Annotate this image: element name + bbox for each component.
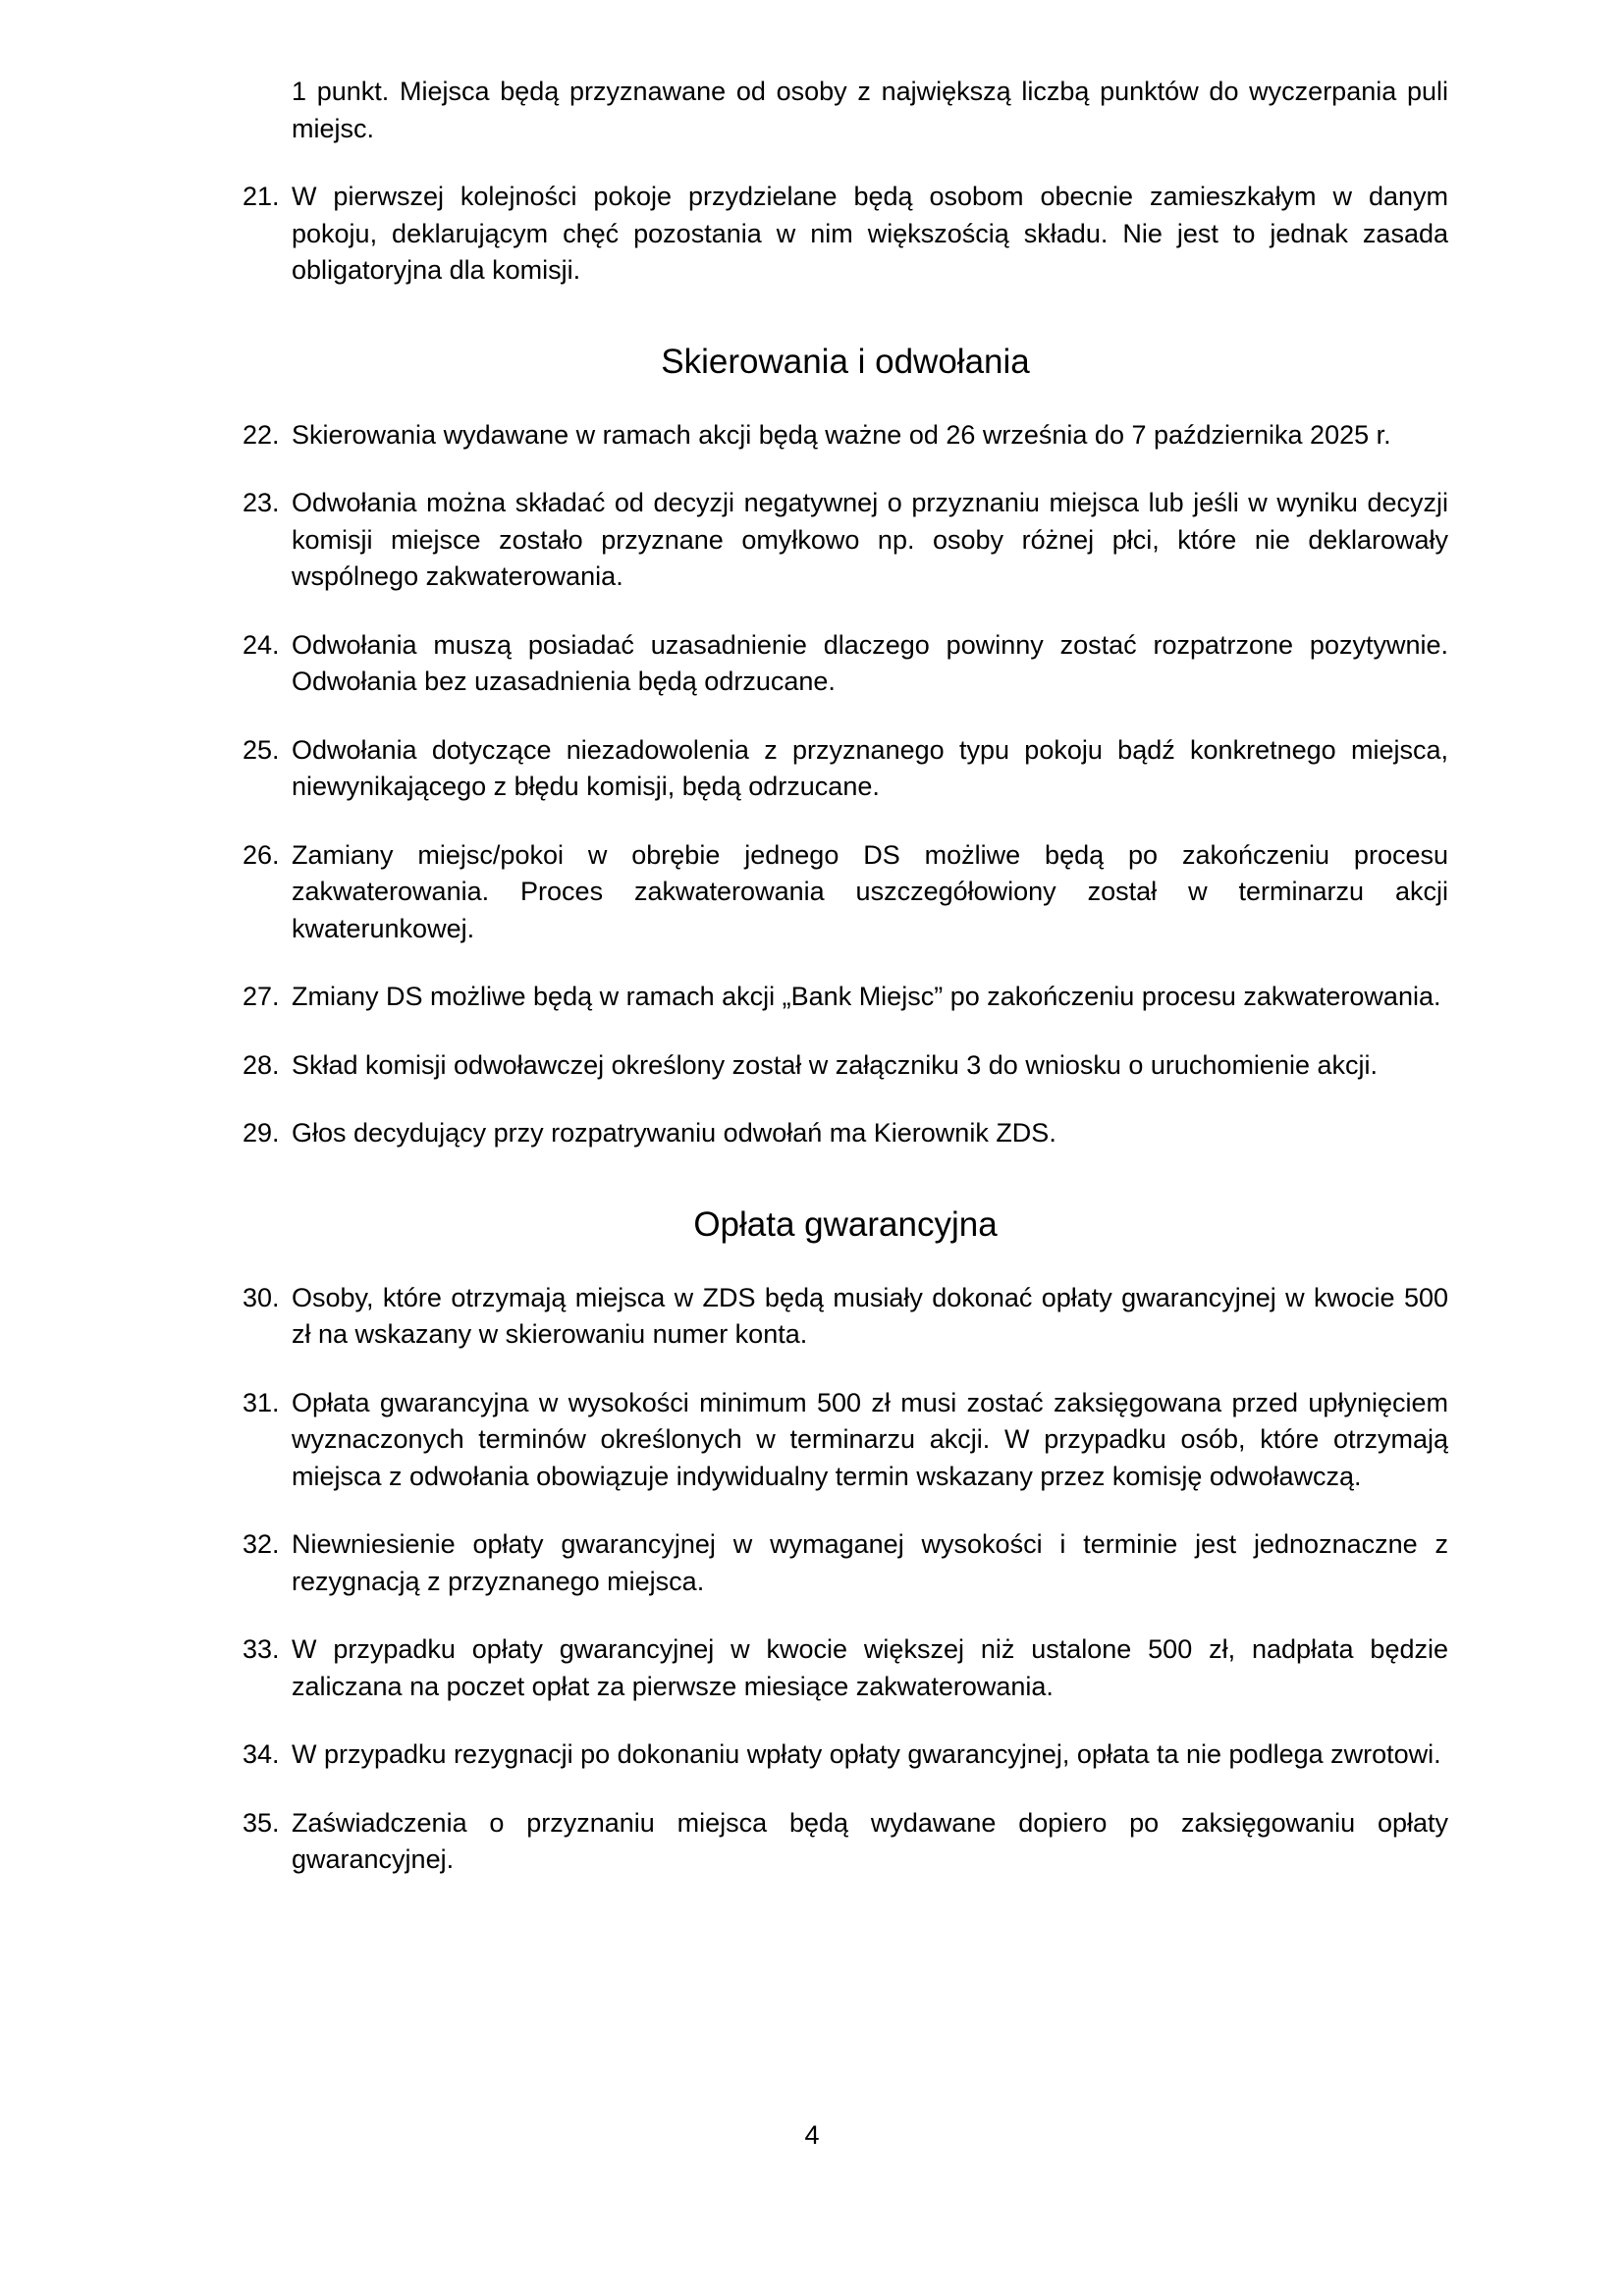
list-item: [243, 1526, 1448, 1600]
item-text: Zaświadczenia o przyznaniu miejsca będą wydawane dopiero po zaksięgowaniu opłaty gwarancyjnej.: [292, 1807, 1448, 1874]
item-text: W przypadku opłaty gwarancyjnej w kwocie większej niż ustalone 500 zł, nadpłata będzie zaliczana na poczet opłat za pierwsze miesiące zakwaterowania.: [292, 1634, 1448, 1701]
item-text: Zmiany DS możliwe będą w ramach akcji „Bank Miejsc” po zakończeniu procesu zakwaterowania.: [292, 982, 1441, 1011]
item-number: 29.: [243, 1118, 280, 1148]
list-item: [243, 837, 1448, 948]
list-item: [243, 485, 1448, 596]
item-text: Opłata gwarancyjna w wysokości minimum 500 zł musi zostać zaksięgowana przed upłynięciem wyznaczonych terminów określonych w terminarzu akcji. W przypadku osób, które otrzymają miejsca z odwołania obowiązuje indywidualny termin wskazany przez komisję odwoławczą.: [292, 1387, 1448, 1491]
item-text: Odwołania muszą posiadać uzasadnienie dlaczego powinny zostać rozpatrzone pozytywnie. Odwołania bez uzasadnienia będą odrzucane.: [292, 629, 1448, 696]
list-points-a: [243, 179, 1448, 290]
list-item: [243, 732, 1448, 806]
item-text: Skierowania wydawane w ramach akcji będą ważne od 26 września do 7 października 2025 r.: [292, 419, 1391, 450]
item-number: 24.: [243, 629, 280, 660]
page-number: 4: [804, 2120, 820, 2150]
list-item: [243, 1047, 1448, 1085]
item-text: W przypadku rezygnacji po dokonaniu wpłaty opłaty gwarancyjnej, opłata ta nie podlega zwrotowi.: [292, 1739, 1441, 1769]
item-number: 25.: [243, 734, 280, 765]
list-item: [243, 979, 1448, 1016]
list-item: [243, 179, 1448, 290]
list-item: [243, 417, 1448, 454]
list-item: [243, 1115, 1448, 1152]
item-text: Zamiany miejsc/pokoi w obrębie jednego DS możliwe będą po zakończeniu procesu zakwaterowania. Proces zakwaterowania uszczegółowiony został w terminarzu akcji kwaterunkowej.: [292, 839, 1448, 943]
item-text: Skład komisji odwoławczej określony został w załączniku 3 do wniosku o uruchomienie akcji.: [292, 1049, 1378, 1080]
list-item: [243, 1805, 1448, 1879]
item-text: Osoby, które otrzymają miejsca w ZDS będą musiały dokonać opłaty gwarancyjnej w kwocie 500 zł na wskazany w skierowaniu numer konta.: [292, 1282, 1448, 1349]
item-text: Odwołania można składać od decyzji negatywnej o przyznaniu miejsca lub jeśli w wyniku decyzji komisji miejsce zostało przyznane omyłkowo np. osoby różnej płci, które nie deklarowały wspólnego zakwaterowania.: [292, 488, 1448, 591]
item-text: W pierwszej kolejności pokoje przydzielane będą osobom obecnie zamieszkałym w danym pokoju, deklarującym chęć pozostania w nim większością składu. Nie jest to jednak zasada obligatoryjna dla komisji.: [292, 182, 1448, 285]
item-number: 22.: [243, 419, 280, 450]
item-text: Niewniesienie opłaty gwarancyjnej w wymaganej wysokości i terminie jest jednoznaczne z rezygnacją z przyznanego miejsca.: [292, 1529, 1448, 1596]
item-text: Głos decydujący przy rozpatrywaniu odwołań ma Kierownik ZDS.: [292, 1118, 1056, 1148]
list-item: [243, 1736, 1448, 1774]
list-item: [243, 1631, 1448, 1705]
item-number: 33.: [243, 1634, 280, 1664]
item-number: 35.: [243, 1807, 280, 1838]
item-number: 23.: [243, 488, 280, 517]
list-points-section2: [243, 1280, 1448, 1879]
section-heading-oplata: Opłata gwarancyjna: [693, 1204, 998, 1244]
item-number: 26.: [243, 839, 280, 870]
list-points-section1: [243, 417, 1448, 1152]
continued-paragraph: 1 punkt. Miejsca będą przyznawane od osoby z największą liczbą punktów do wyczerpania puli miejsc.: [292, 77, 1448, 143]
list-item: [243, 627, 1448, 701]
page-content: [243, 74, 1448, 1910]
item-number: 27.: [243, 982, 280, 1011]
section-heading-skierowania: Skierowania i odwołania: [661, 342, 1030, 381]
item-number: 34.: [243, 1739, 280, 1769]
item-number: 30.: [243, 1282, 280, 1312]
list-item: [243, 1280, 1448, 1354]
item-number: 28.: [243, 1049, 280, 1080]
list-item: [243, 1385, 1448, 1496]
item-number: 32.: [243, 1529, 280, 1559]
item-number: 31.: [243, 1387, 280, 1417]
item-text: Odwołania dotyczące niezadowolenia z przyznanego typu pokoju bądź konkretnego miejsca, niewynikającego z błędu komisji, będą odrzucane.: [292, 734, 1448, 801]
item-number: 21.: [243, 182, 280, 211]
